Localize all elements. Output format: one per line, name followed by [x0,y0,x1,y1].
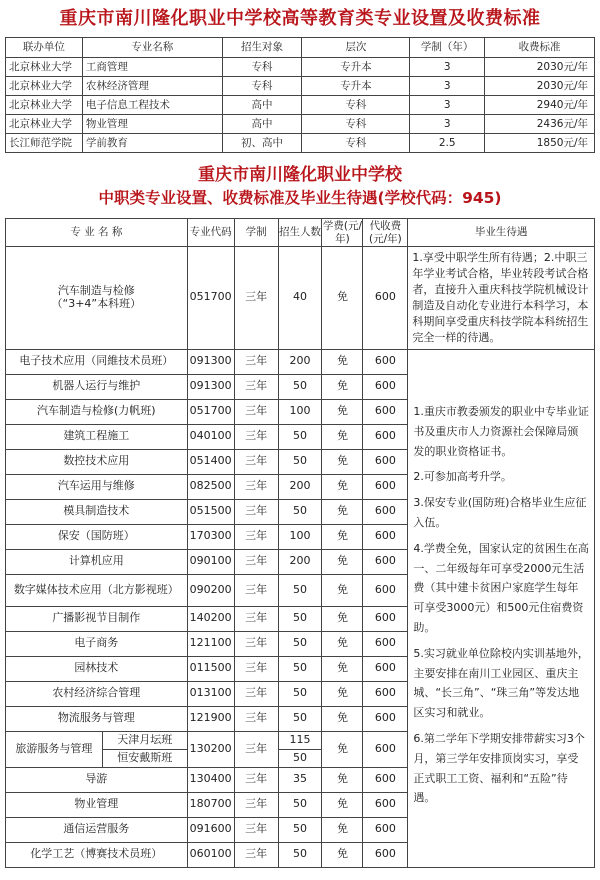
years-cell: 三年 [234,792,278,817]
cell: 2.5 [410,134,485,153]
cell: 北京林业大学 [6,115,83,134]
count-cell: 100 [278,524,322,549]
col-header: 联办单位 [6,38,83,58]
years-cell: 三年 [234,424,278,449]
table-row [6,77,595,96]
years-cell: 三年 [234,499,278,524]
major-cell: 电子技术应用（同維技术员班） [6,349,188,374]
years-cell: 三年 [234,817,278,842]
code-cell: 013100 [187,681,234,706]
agent-fee-cell: 600 [363,349,408,374]
agent-fee-cell: 600 [363,499,408,524]
table-row [6,247,595,350]
years-cell: 三年 [234,349,278,374]
fee-cell: 免 [322,374,363,399]
code-cell: 121100 [187,631,234,656]
cell: 农林经济管理 [82,77,222,96]
col-header: 招生对象 [222,38,302,58]
vocational-table [5,218,595,868]
cell: 1850元/年 [485,134,595,153]
fee-cell: 免 [322,474,363,499]
count-cell: 200 [278,474,322,499]
cell: 2436元/年 [485,115,595,134]
major-name: 汽车制造与检修 [57,284,135,298]
code-cell: 130200 [187,731,234,767]
major-cell: 模具制造技术 [6,499,188,524]
major-name-sub: （“3+4”本科班） [51,296,142,310]
agent-fee-cell: 600 [363,399,408,424]
fee-cell: 免 [322,817,363,842]
code-cell: 082500 [187,474,234,499]
agent-fee-cell: 600 [363,524,408,549]
treatment-note-1: 1.享受中职学生所有待遇；2.中职三年学业考试合格，毕业转段考试合格者，直接升入重庆科技学院机械设计制造及自动化专业进行本科学习，本科期间享受重庆科技学院本科统招生完全一样的待遇。 [408,247,595,350]
sub-class-cell: 恒安戴斯班 [102,749,187,767]
years-cell: 三年 [234,574,278,606]
cell: 专科 [302,134,410,153]
code-cell: 121900 [187,706,234,731]
code-cell: 170300 [187,524,234,549]
col-header-code: 专业代码 [187,219,234,247]
treatment-notes [408,349,595,867]
col-header: 收费标准 [485,38,595,58]
treatment-note: 1.重庆市教委颁发的职业中专毕业证书及重庆市人力资源社会保障局颁发的职业资格证书。 [413,405,589,458]
years-cell: 三年 [234,374,278,399]
code-cell: 051700 [187,399,234,424]
cell: 3 [410,96,485,115]
table-row [6,115,595,134]
count-cell: 200 [278,549,322,574]
years-cell: 三年 [234,524,278,549]
major-cell: 数控技术应用 [6,449,188,474]
agent-fee-cell: 600 [363,842,408,867]
agent-fee-cell: 600 [363,606,408,631]
table-row [6,349,595,374]
years-cell: 三年 [234,449,278,474]
fee-cell: 免 [322,499,363,524]
major-cell [6,247,188,350]
fee-cell: 免 [322,842,363,867]
col-header-fee: 学费(元/年) [322,220,362,245]
col-header-count: 招生人数 [278,219,322,247]
major-cell: 通信运营服务 [6,817,188,842]
count-cell: 50 [278,817,322,842]
cell: 高中 [222,96,302,115]
fee-cell: 免 [322,349,363,374]
fee-cell: 免 [322,549,363,574]
code-cell: 091300 [187,349,234,374]
cell: 物业管理 [82,115,222,134]
table-row [6,134,595,153]
agent-fee-cell: 600 [363,549,408,574]
cell: 工商管理 [82,58,222,77]
years-cell: 三年 [234,247,278,350]
count-cell: 50 [278,374,322,399]
fee-cell: 免 [322,631,363,656]
count-cell: 50 [278,449,322,474]
code-cell: 060100 [187,842,234,867]
cell: 专科 [222,58,302,77]
major-cell: 电子商务 [6,631,188,656]
agent-fee-cell: 600 [363,474,408,499]
fee-cell: 免 [322,399,363,424]
treatment-note: 4.学费全免，国家认定的贫困生在高一、二年级每年可享受2000元生活费（其中建卡贫困户家庭学生每年可享受3000元）和500元住宿费资助。 [413,541,589,635]
count-cell: 50 [278,749,322,767]
count-cell: 50 [278,574,322,606]
count-cell: 200 [278,349,322,374]
agent-fee-cell: 600 [363,817,408,842]
treatment-note: 2.可参加高考升学。 [413,470,512,484]
agent-fee-cell: 600 [363,792,408,817]
section-subtitle: 中职类专业设置、收费标准及毕业生待遇(学校代码：945) [98,189,502,207]
count-cell: 115 [278,731,322,749]
agent-fee-cell: 600 [363,631,408,656]
code-cell: 051700 [187,247,234,350]
fee-cell: 免 [322,706,363,731]
cell: 学前教育 [82,134,222,153]
cell: 长江师范学院 [6,134,83,153]
major-cell: 建筑工程施工 [6,424,188,449]
years-cell: 三年 [234,681,278,706]
cell: 初、高中 [222,134,302,153]
agent-fee-cell: 600 [363,731,408,767]
cell: 北京林业大学 [6,96,83,115]
code-cell: 051400 [187,449,234,474]
cell: 2030元/年 [485,77,595,96]
col-header-years: 学制 [234,219,278,247]
fee-cell: 免 [322,731,363,767]
count-cell: 50 [278,706,322,731]
table-row [6,96,595,115]
agent-fee-cell: 600 [363,424,408,449]
treatment-note: 5.实习就业单位除校内实训基地外，主要安排在南川工业园区、重庆主城、“长三角”、“珠三角”等发达地区实习和就业。 [413,646,589,720]
fee-cell: 免 [322,767,363,792]
sub-class-cell: 天津月坛班 [102,731,187,749]
agent-fee-cell: 600 [363,767,408,792]
count-cell: 35 [278,767,322,792]
agent-fee-cell: 600 [363,656,408,681]
years-cell: 三年 [234,656,278,681]
count-cell: 40 [278,247,322,350]
cell: 专升本 [302,58,410,77]
count-cell: 50 [278,606,322,631]
col-header-treatment: 毕业生待遇 [408,219,595,247]
major-cell: 物业管理 [6,792,188,817]
major-cell: 农村经济综合管理 [6,681,188,706]
table-header-row [6,38,595,58]
agent-fee-cell: 600 [363,374,408,399]
cell: 专科 [222,77,302,96]
cell: 北京林业大学 [6,77,83,96]
count-cell: 50 [278,424,322,449]
cell: 3 [410,58,485,77]
major-cell: 保安（国防班） [6,524,188,549]
years-cell: 三年 [234,474,278,499]
major-cell: 化学工艺（博赛技术员班） [6,842,188,867]
years-cell: 三年 [234,606,278,631]
agent-fee-cell: 600 [363,247,408,350]
treatment-note: 3.保安专业(国防班)合格毕业生应征入伍。 [413,496,587,530]
col-header-major: 专 业 名 称 [6,219,188,247]
years-cell: 三年 [234,631,278,656]
code-cell: 090200 [187,574,234,606]
col-header: 层次 [302,38,410,58]
fee-cell: 免 [322,656,363,681]
major-cell: 机器人运行与维护 [6,374,188,399]
code-cell: 091600 [187,817,234,842]
years-cell: 三年 [234,842,278,867]
cell: 3 [410,77,485,96]
cell: 2030元/年 [485,58,595,77]
count-cell: 50 [278,842,322,867]
major-cell: 计算机应用 [6,549,188,574]
count-cell: 50 [278,656,322,681]
cell: 2940元/年 [485,96,595,115]
fee-cell: 免 [322,524,363,549]
code-cell: 140200 [187,606,234,631]
fee-cell: 免 [322,247,363,350]
major-cell: 园林技术 [6,656,188,681]
count-cell: 50 [278,499,322,524]
fee-cell: 免 [322,449,363,474]
table-header-row [6,219,595,247]
col-header: 专业名称 [82,38,222,58]
code-cell: 011500 [187,656,234,681]
years-cell: 三年 [234,706,278,731]
major-cell: 汽车制造与检修(力帆班) [6,399,188,424]
higher-edu-table [5,37,595,153]
treatment-note: 6.第二学年下学期安排带薪实习3个月，第三学年安排顶岗实习，享受正式职工工资、福利和“五险”待遇。 [413,732,585,805]
major-cell: 旅游服务与管理 [6,731,103,767]
code-cell: 090100 [187,549,234,574]
count-cell: 50 [278,792,322,817]
cell: 专科 [302,115,410,134]
cell: 专升本 [302,77,410,96]
col-header-agent-fee: 代收费(元/年) [363,219,408,247]
fee-cell: 免 [322,574,363,606]
major-cell: 导游 [6,767,188,792]
years-cell: 三年 [234,399,278,424]
code-cell: 091300 [187,374,234,399]
fee-cell: 免 [322,424,363,449]
section-title: 重庆市南川隆化职业中学校 [198,165,402,185]
cell: 专科 [302,96,410,115]
major-cell: 汽车运用与维修 [6,474,188,499]
years-cell: 三年 [234,767,278,792]
years-cell: 三年 [234,731,278,767]
code-cell: 040100 [187,424,234,449]
cell: 3 [410,115,485,134]
fee-cell: 免 [322,792,363,817]
count-cell: 50 [278,681,322,706]
cell: 高中 [222,115,302,134]
agent-fee-cell: 600 [363,574,408,606]
page-title: 重庆市南川隆化职业中学校高等教育类专业设置及收费标准 [59,8,541,29]
code-cell: 130400 [187,767,234,792]
agent-fee-cell: 600 [363,681,408,706]
code-cell: 051500 [187,499,234,524]
fee-cell: 免 [322,606,363,631]
agent-fee-cell: 600 [363,706,408,731]
cell: 北京林业大学 [6,58,83,77]
count-cell: 50 [278,631,322,656]
major-cell: 广播影视节目制作 [6,606,188,631]
major-cell: 数字媒体技术应用（北方影视班） [6,574,188,606]
count-cell: 100 [278,399,322,424]
major-cell: 物流服务与管理 [6,706,188,731]
years-cell: 三年 [234,549,278,574]
col-header: 学制（年） [410,38,485,58]
agent-fee-cell: 600 [363,449,408,474]
fee-cell: 免 [322,681,363,706]
code-cell: 180700 [187,792,234,817]
table-row [6,58,595,77]
cell: 电子信息工程技术 [82,96,222,115]
